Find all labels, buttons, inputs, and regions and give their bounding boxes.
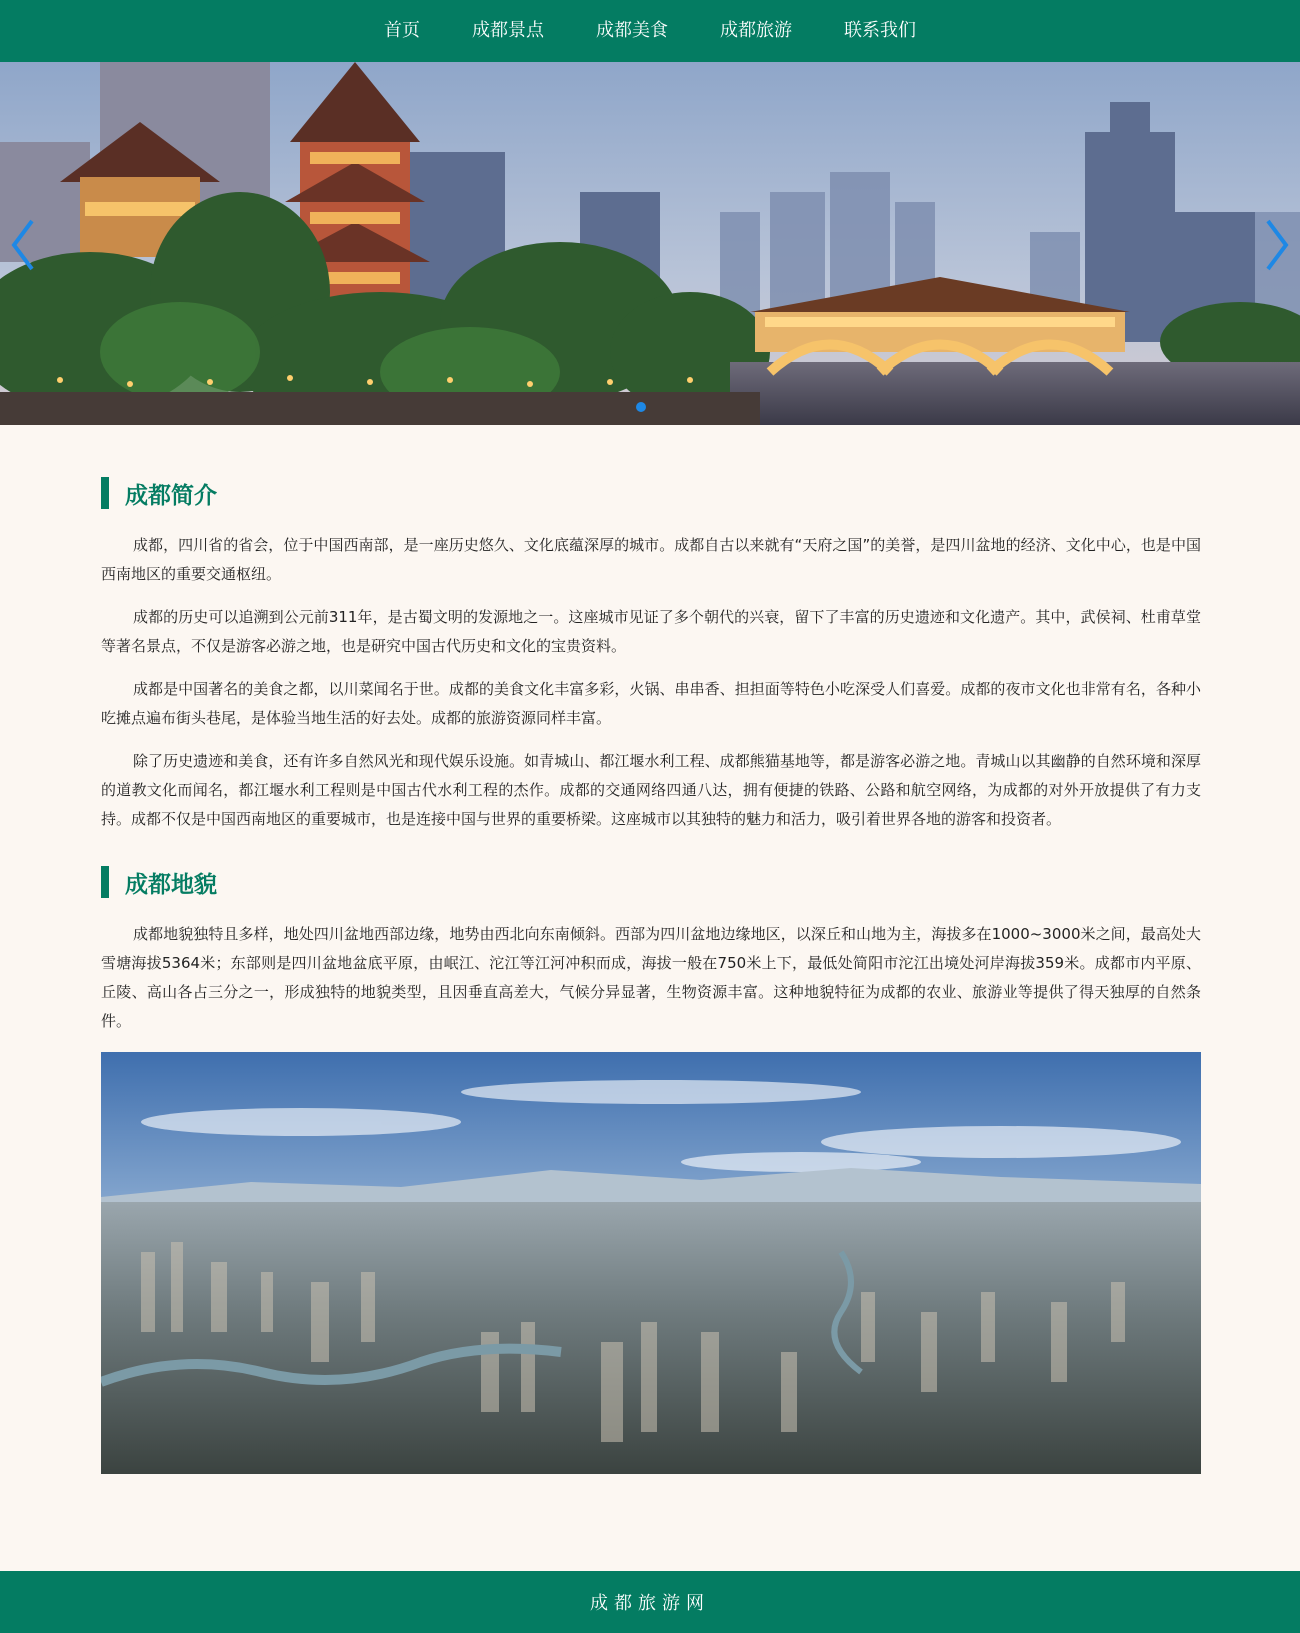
- intro-paragraph: 成都是中国著名的美食之都，以川菜闻名于世。成都的美食文化丰富多彩，火锅、串串香、担担面等特色小吃深受人们喜爱。成都的夜市文化也非常有名，各种小吃摊点遍布街头巷尾，是体验当地生活的好去处。成都的旅游资源同样丰富。: [101, 680, 1201, 727]
- nav-item-attractions[interactable]: 成都景点: [472, 20, 544, 41]
- terrain-paragraph: 成都地貌独特且多样，地处四川盆地西部边缘，地势由西北向东南倾斜。西部为四川盆地边缘地区，以深丘和山地为主，海拔多在1000~3000米之间，最高处大雪塘海拔5364米；东部则是四川盆地盆底平原，由岷江、沱江等江河冲积而成，海拔一般在750米上下，最低处简阳市沱江出境处河岸海拔359米。成都市内平原、丘陵、高山各占三分之一，形成独特的地貌类型，且因垂直高差大，气候分异显著，生物资源丰富。这种地貌特征为成都的农业、旅游业等提供了得天独厚的自然条件。: [101, 925, 1201, 1030]
- chevron-left-icon[interactable]: [8, 215, 38, 275]
- intro-paragraph: 除了历史遗迹和美食，还有许多自然风光和现代娱乐设施。如青城山、都江堰水利工程、成都熊猫基地等，都是游客必游之地。青城山以其幽静的自然环境和深厚的道教文化而闻名，都江堰水利工程则是中国古代水利工程的杰作。成都的交通网络四通八达，拥有便捷的铁路、公路和航空网络，为成都的对外开放提供了有力支持。成都不仅是中国西南地区的重要城市，也是连接中国与世界的重要桥梁。这座城市以其独特的魅力和活力，吸引着世界各地的游客和投资者。: [101, 752, 1201, 828]
- site-footer: [0, 1571, 1300, 1633]
- section-title-intro: 成都简介: [101, 477, 1201, 509]
- intro-paragraph: 成都的历史可以追溯到公元前311年，是古蜀文明的发源地之一。这座城市见证了多个朝代的兴衰，留下了丰富的历史遗迹和文化遗产。其中，武侯祠、杜甫草堂等著名景点，不仅是游客必游之地，也是研究中国古代历史和文化的宝贵资料。: [101, 608, 1201, 655]
- main-content: [101, 425, 1201, 1474]
- nav-item-home[interactable]: 首页: [384, 20, 420, 41]
- top-nav: [0, 0, 1300, 62]
- nav-item-contact[interactable]: 联系我们: [844, 20, 916, 41]
- intro-paragraph: 成都，四川省的省会，位于中国西南部，是一座历史悠久、文化底蕴深厚的城市。成都自古以来就有“天府之国”的美誉，是四川盆地的经济、文化中心，也是中国西南地区的重要交通枢纽。: [101, 536, 1201, 583]
- footer-text: 成都旅游网: [590, 1593, 710, 1614]
- chevron-right-icon[interactable]: [1262, 215, 1292, 275]
- section-title-terrain: 成都地貌: [101, 866, 1201, 898]
- carousel-dot-active[interactable]: [636, 402, 646, 412]
- terrain-image: [101, 1052, 1201, 1474]
- hero-image: [0, 62, 1300, 425]
- nav-item-travel[interactable]: 成都旅游: [720, 20, 792, 41]
- nav-list: [358, 0, 942, 62]
- hero-carousel: [0, 62, 1300, 425]
- nav-item-food[interactable]: 成都美食: [596, 20, 668, 41]
